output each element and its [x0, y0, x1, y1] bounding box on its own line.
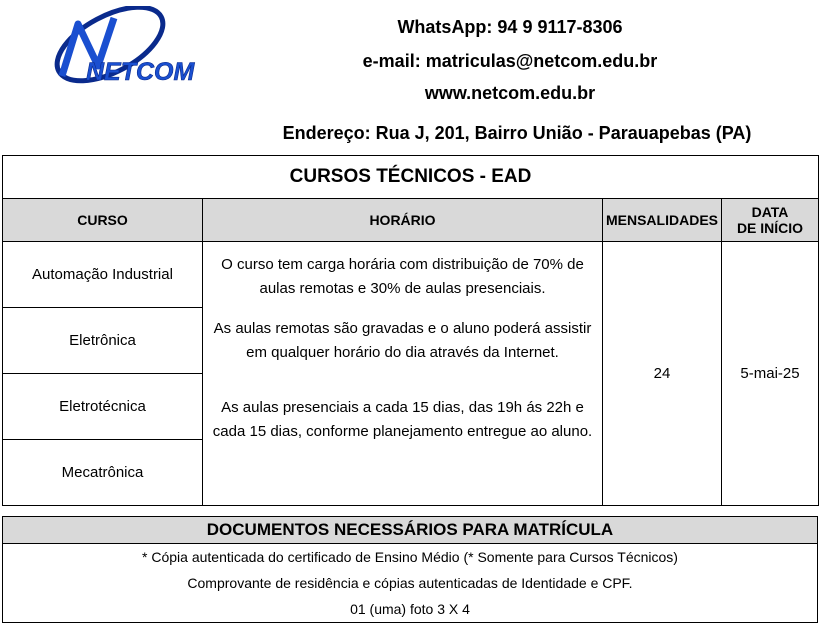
course-automacao: Automação Industrial — [3, 242, 203, 308]
header-schedule: HORÁRIO — [203, 199, 603, 242]
header-course: CURSO — [3, 199, 203, 242]
address-line: Endereço: Rua J, 201, Bairro União - Parauapebas (PA) — [282, 123, 752, 143]
documents-table — [2, 516, 818, 623]
whatsapp-line: WhatsApp: 94 9 9117-8306 — [397, 17, 623, 37]
documents-title: DOCUMENTOS NECESSÁRIOS PARA MATRÍCULA — [3, 517, 818, 544]
header-start-date — [722, 199, 819, 242]
svg-text:NETCOM: NETCOM — [86, 58, 195, 86]
course-eletronica: Eletrônica — [3, 308, 203, 374]
document-item: * Cópia autenticada do certificado de Ensino Médio (* Somente para Cursos Técnicos) — [3, 544, 818, 571]
netcom-logo — [40, 6, 210, 88]
course-eletrotecnica: Eletrotécnica — [3, 374, 203, 440]
website-line: www.netcom.edu.br — [424, 83, 596, 103]
document-item: 01 (uma) foto 3 X 4 — [3, 596, 818, 623]
course-mecatronica: Mecatrônica — [3, 440, 203, 506]
schedule-paragraph: As aulas presenciais a cada 15 dias, das 19h ás 22h e cada 15 dias, conforme planejamento entregue ao aluno. — [212, 399, 593, 440]
courses-table — [2, 155, 819, 506]
email-line: e-mail: matriculas@netcom.edu.br — [362, 51, 658, 71]
document-item: Comprovante de residência e cópias autenticadas de Identidade e CPF. — [3, 570, 818, 596]
fees-value: 24 — [603, 242, 722, 506]
schedule-paragraph: As aulas remotas são gravadas e o aluno poderá assistir em qualquer horário do dia através da Internet. — [213, 320, 592, 361]
schedule-paragraph: O curso tem carga horária com distribuição de 70% de aulas remotas e 30% de aulas presenciais. — [221, 256, 584, 297]
header-start-line1: DATA — [751, 204, 789, 220]
start-date-value: 5-mai-25 — [722, 242, 819, 506]
schedule-description — [203, 242, 603, 506]
header-start-line2: DE INÍCIO — [736, 220, 804, 236]
courses-table-title: CURSOS TÉCNICOS - EAD — [3, 156, 819, 199]
header-fees: MENSALIDADES — [603, 199, 722, 242]
